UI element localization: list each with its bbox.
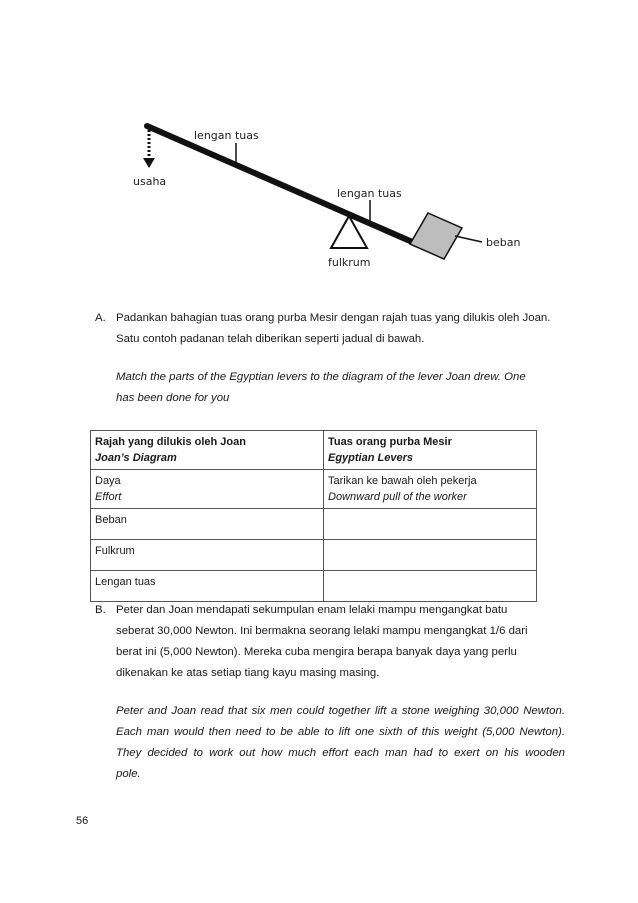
- label-lengan-tuas-mid: lengan tuas: [337, 187, 402, 200]
- section-b-english-line: They decided to work out how much effort each man had to exert on his wooden: [116, 747, 565, 759]
- label-lengan-tuas-top: lengan tuas: [194, 129, 259, 142]
- section-b-malay-line: seberat 30,000 Newton. Ini bermakna seorang lelaki mampu mengangkat 1/6 dari: [116, 625, 528, 637]
- section-b: [95, 600, 565, 785]
- table-cell-left: Lengan tuas: [91, 571, 324, 602]
- section-b-english-line: pole.: [116, 768, 141, 780]
- load-pointer: [455, 236, 482, 242]
- effort-arrow-head: [143, 158, 155, 168]
- cell-right-english: Downward pull of the worker: [328, 491, 467, 503]
- header-col2-english: Egyptian Levers: [328, 452, 413, 464]
- table-header-col1: [91, 431, 324, 470]
- lever-diagram-svg: [0, 0, 638, 290]
- table-cell-right-blank[interactable]: [324, 509, 537, 540]
- header-col1-english: Joan’s Diagram: [95, 452, 177, 464]
- label-fulkrum: fulkrum: [328, 256, 371, 269]
- section-a: [95, 308, 565, 409]
- matching-table: [90, 430, 537, 602]
- section-b-english-line: Each man would then need to be able to lift one sixth of this weight (5,000 Newton).: [116, 726, 565, 738]
- cell-left-english: Effort: [95, 491, 122, 503]
- page-number: 56: [76, 815, 89, 827]
- header-col1-malay: Rajah yang dilukis oleh Joan: [95, 436, 246, 448]
- table-cell-right-blank[interactable]: [324, 540, 537, 571]
- section-b-malay-line: dikenakan ke atas setiap tiang kayu masing masing.: [116, 667, 380, 679]
- section-a-malay-line: Satu contoh padanan telah diberikan seperti jadual di bawah.: [116, 333, 425, 345]
- table-cell-left: Beban: [91, 509, 324, 540]
- load-box: [410, 213, 462, 259]
- section-a-marker: A.: [95, 312, 106, 324]
- section-a-malay-line: Padankan bahagian tuas orang purba Mesir dengan rajah tuas yang dilukis oleh Joan.: [116, 312, 551, 324]
- table-row: [91, 571, 537, 602]
- section-b-english-line: Peter and Joan read that six men could together lift a stone weighing 30,000 Newton.: [116, 705, 565, 717]
- table-row: [91, 470, 537, 509]
- section-a-english-line: has been done for you: [116, 392, 230, 404]
- section-b-marker: B.: [95, 604, 106, 616]
- header-col2-malay: Tuas orang purba Mesir: [328, 436, 452, 448]
- table-cell-left: [91, 470, 324, 509]
- table-cell-right-blank[interactable]: [324, 571, 537, 602]
- table-row: [91, 509, 537, 540]
- table-row: [91, 540, 537, 571]
- label-beban: beban: [486, 236, 521, 249]
- cell-right-malay: Tarikan ke bawah oleh pekerja: [328, 475, 477, 487]
- table-header-col2: [324, 431, 537, 470]
- label-usaha: usaha: [133, 175, 167, 188]
- section-b-malay-line: berat ini (5,000 Newton). Mereka cuba mengira berapa banyak daya yang perlu: [116, 646, 517, 658]
- cell-left-malay: Daya: [95, 475, 121, 487]
- section-a-english-line: Match the parts of the Egyptian levers to the diagram of the lever Joan drew. One: [116, 371, 526, 383]
- section-b-malay-line: Peter dan Joan mendapati sekumpulan enam lelaki mampu mengangkat batu: [116, 604, 508, 616]
- table-cell-right: [324, 470, 537, 509]
- table-header-row: [91, 431, 537, 470]
- lever-diagram: [0, 0, 638, 290]
- table-cell-left: Fulkrum: [91, 540, 324, 571]
